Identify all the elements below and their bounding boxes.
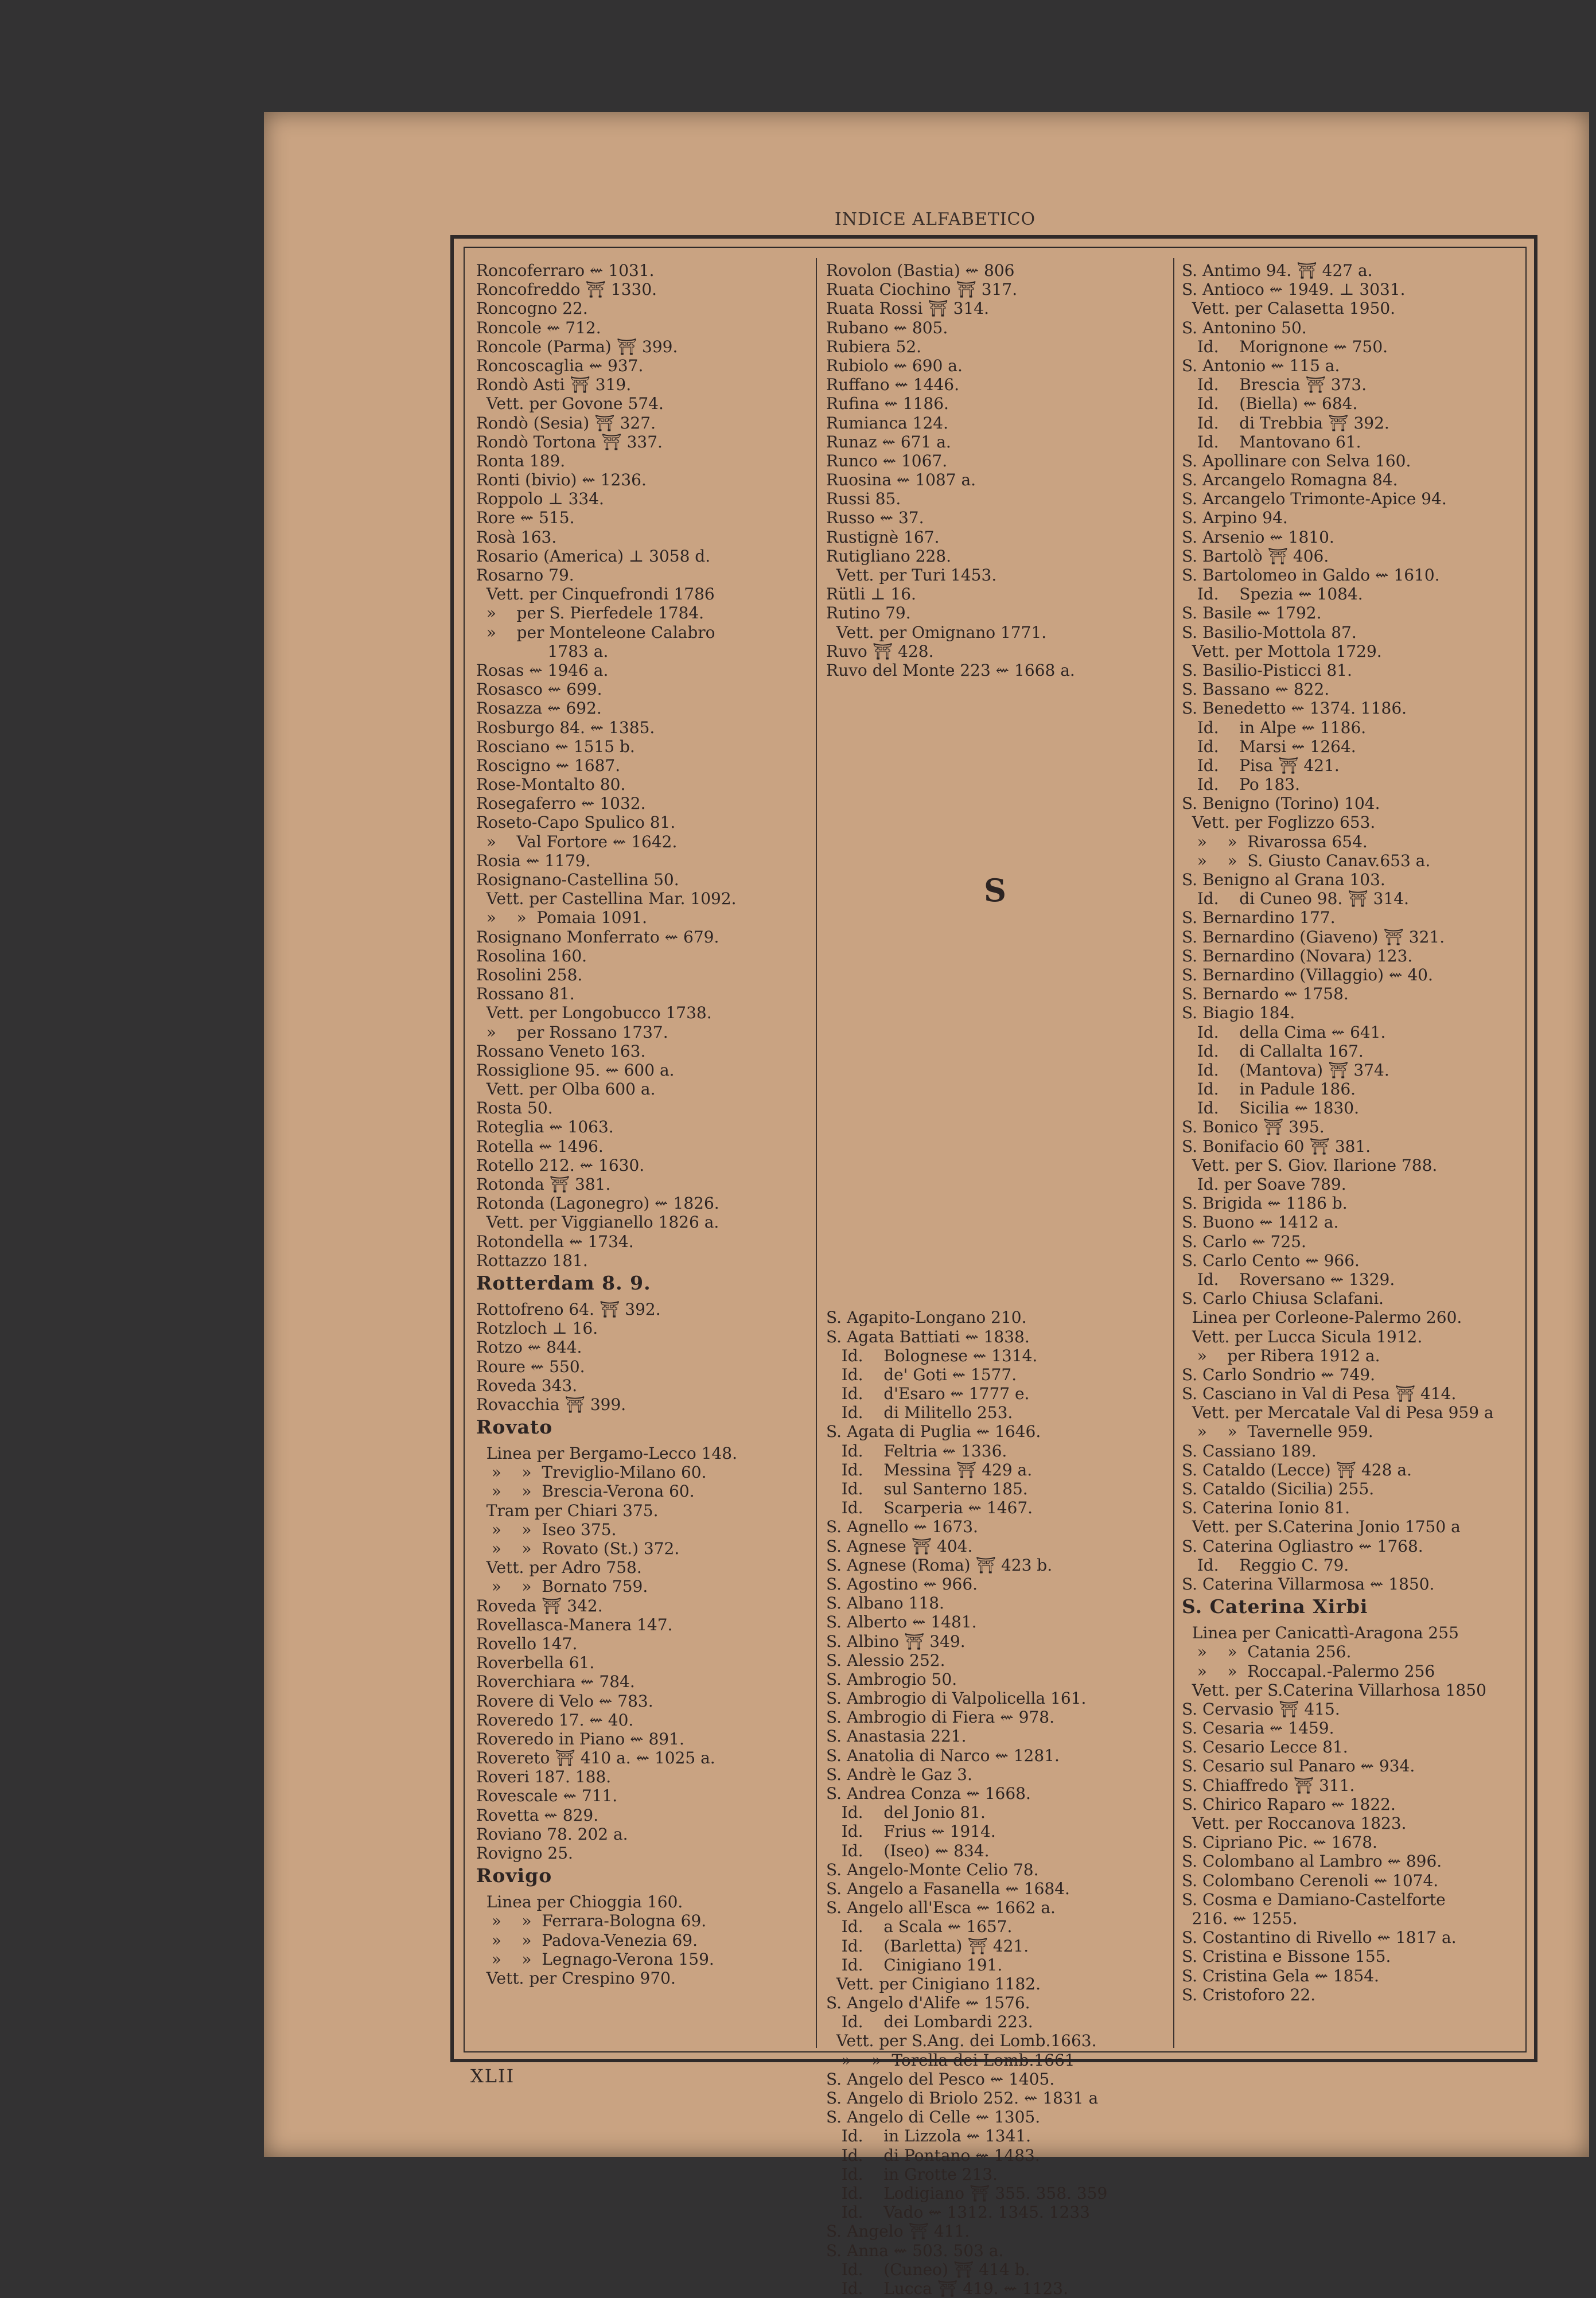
index-entry: » per Rossano 1737. <box>476 1022 668 1042</box>
index-entry: Roteglia ⇜ 1063. <box>476 1117 614 1137</box>
index-entry: S. Costantino di Rivello ⇜ 1817 a. <box>1182 1928 1457 1948</box>
index-entry: S. Agnese (Roma) ⛩ 423 b. <box>826 1555 1053 1575</box>
index-entry: S. Anastasia 221. <box>826 1727 967 1746</box>
index-entry: Id. Po 183. <box>1182 775 1300 794</box>
index-entry: 1783 a. <box>476 641 609 661</box>
spacer <box>826 1251 1176 1270</box>
index-entry: Id. di Cuneo 98. ⛩ 314. <box>1182 889 1410 909</box>
index-entry: Id. per Soave 789. <box>1182 1175 1346 1194</box>
index-entry: Rotella ⇜ 1496. <box>476 1136 604 1156</box>
spacer <box>826 1099 1176 1117</box>
index-entry: S. Biagio 184. <box>1182 1003 1295 1023</box>
index-entry: Id. del Jonio 81. <box>826 1803 986 1822</box>
index-entry: Roncoferraro ⇜ 1031. <box>476 261 655 280</box>
index-entry: Id. Roversano ⇜ 1329. <box>1182 1269 1395 1289</box>
index-entry: Vett. per Turi 1453. <box>826 566 997 585</box>
index-entry: Rubano ⇜ 805. <box>826 318 948 337</box>
spacer <box>826 1137 1176 1156</box>
index-entry: Vett. per Roccanova 1823. <box>1182 1814 1407 1833</box>
spacer <box>826 832 1176 851</box>
index-entry: S. Anatolia di Narco ⇜ 1281. <box>826 1746 1060 1765</box>
spacer <box>826 699 1176 718</box>
index-entry: S. Angelo di Celle ⇜ 1305. <box>826 2108 1041 2127</box>
index-entry: S. Cristoforo 22. <box>1182 1985 1316 2004</box>
index-entry: Id. Mantovano 61. <box>1182 432 1361 451</box>
index-entry: Roseto-Capo Spulico 81. <box>476 813 676 832</box>
spacer <box>826 1042 1176 1061</box>
index-entry: S. Arpino 94. <box>1182 508 1288 528</box>
index-entry: Russi 85. <box>826 489 901 509</box>
index-entry: S. Antonio ⇜ 115 a. <box>1182 356 1340 375</box>
index-entry: Vett. per Foglizzo 653. <box>1182 813 1376 832</box>
index-entry: Roppolo ⊥ 334. <box>476 489 604 509</box>
index-entry: Id. Marsi ⇜ 1264. <box>1182 737 1356 756</box>
spacer <box>826 1061 1176 1080</box>
index-heading: Rovigo <box>476 1866 552 1887</box>
index-entry: S. Benigno al Grana 103. <box>1182 870 1385 889</box>
index-entry: Rosignano-Castellina 50. <box>476 870 679 889</box>
spacer <box>826 794 1176 813</box>
index-entry: Id. Reggio C. 79. <box>1182 1555 1349 1575</box>
index-entry: Id. Frius ⇜ 1914. <box>826 1822 996 1841</box>
index-entry: S. Arsenio ⇜ 1810. <box>1182 527 1334 547</box>
index-entry: Rovere di Velo ⇜ 783. <box>476 1691 653 1711</box>
index-entry: Roveredo 17. ⇜ 40. <box>476 1710 634 1730</box>
index-entry: Rosia ⇜ 1179. <box>476 851 591 870</box>
index-entry: Linea per Bergamo-Lecco 148. <box>476 1444 737 1463</box>
index-entry: Rütli ⊥ 16. <box>826 585 916 604</box>
index-entry: » per S. Pierfedele 1784. <box>476 603 704 623</box>
running-header: INDICE ALFABETICO <box>834 209 1036 229</box>
index-entry: Id. di Trebbia ⛩ 392. <box>1182 413 1389 433</box>
index-entry: Rovescale ⇜ 711. <box>476 1786 618 1806</box>
index-entry: Rubiolo ⇜ 690 a. <box>826 356 963 375</box>
index-entry: Rutino 79. <box>826 603 911 623</box>
index-entry: Roviano 78. 202 a. <box>476 1824 628 1844</box>
index-entry: S. Angelo ⛩ 411. <box>826 2222 970 2241</box>
index-entry: S. Caterina Villarmosa ⇜ 1850. <box>1182 1574 1435 1594</box>
index-entry: Vett. per Cinigiano 1182. <box>826 1974 1041 1993</box>
index-entry: Vett. per Cinquefrondi 1786 <box>476 585 715 604</box>
index-column-2 <box>826 261 1176 2298</box>
index-entry: S. Bernardino (Giaveno) ⛩ 321. <box>1182 927 1445 947</box>
spacer <box>826 908 1176 927</box>
index-entry: Roveredo in Piano ⇜ 891. <box>476 1729 684 1748</box>
index-entry: S. Cosma e Damiano-Castelforte <box>1182 1890 1446 1909</box>
index-entry: S. Arcangelo Trimonte-Apice 94. <box>1182 489 1447 509</box>
spacer <box>826 1156 1176 1175</box>
index-entry: Id. d'Esaro ⇜ 1777 e. <box>826 1384 1030 1404</box>
index-entry: Vett. per Mottola 1729. <box>1182 641 1382 661</box>
index-entry: Rore ⇜ 515. <box>476 508 575 528</box>
index-entry: S. Bernardino 177. <box>1182 908 1336 928</box>
index-entry: Vett. per S. Giov. Ilarione 788. <box>1182 1155 1438 1175</box>
index-entry: Vett. per Calasetta 1950. <box>1182 299 1396 318</box>
index-entry: Roveda 343. <box>476 1376 578 1395</box>
index-entry: S. Casciano in Val di Pesa ⛩ 414. <box>1182 1384 1457 1404</box>
spacer <box>826 718 1176 737</box>
index-entry: S. Bonico ⛩ 395. <box>1182 1117 1325 1137</box>
index-entry: S. Cristina Gela ⇜ 1854. <box>1182 1966 1379 1985</box>
index-entry: Rondò (Sesia) ⛩ 327. <box>476 413 656 433</box>
index-entry: Ruata Rossi ⛩ 314. <box>826 299 989 318</box>
index-entry: » Val Fortore ⇜ 1642. <box>476 832 678 851</box>
index-entry: S. Andrè le Gaz 3. <box>826 1765 972 1784</box>
spacer <box>826 813 1176 832</box>
index-entry: Russo ⇜ 37. <box>826 508 924 528</box>
index-entry: Id. Vado ⇜ 1312. 1345. 1233 <box>826 2203 1090 2222</box>
index-entry: Ronti (bivio) ⇜ 1236. <box>476 470 647 490</box>
index-entry: S. Ambrogio 50. <box>826 1669 957 1689</box>
index-entry: S. Cesario sul Panaro ⇜ 934. <box>1182 1756 1415 1776</box>
index-entry: Rosarno 79. <box>476 566 574 585</box>
index-heading: Rotterdam 8. 9. <box>476 1273 651 1294</box>
index-entry: Rosazza ⇜ 692. <box>476 699 602 718</box>
index-entry: Vett. per Castellina Mar. 1092. <box>476 889 737 909</box>
index-entry: Tram per Chiari 375. <box>476 1501 659 1520</box>
index-entry: Roveri 187. 188. <box>476 1767 612 1787</box>
index-entry: » » Iseo 375. <box>476 1520 617 1539</box>
index-entry: Rosburgo 84. ⇜ 1385. <box>476 718 655 737</box>
index-entry: Roveda ⛩ 342. <box>476 1596 603 1615</box>
index-entry: S. Carlo ⇜ 725. <box>1182 1232 1306 1251</box>
index-heading: S. Caterina Xirbi <box>1182 1597 1368 1618</box>
index-entry: Vett. per Longobucco 1738. <box>476 1003 712 1023</box>
index-entry: S. Cristina e Bissone 155. <box>1182 1947 1391 1966</box>
index-entry: S. Bartolò ⛩ 406. <box>1182 546 1329 566</box>
index-entry: S. Bartolomeo in Galdo ⇜ 1610. <box>1182 566 1440 585</box>
index-entry: Ruvo ⛩ 428. <box>826 641 934 661</box>
index-entry: S. Carlo Cento ⇜ 966. <box>1182 1251 1360 1270</box>
index-entry: Rosta 50. <box>476 1099 553 1118</box>
index-entry: Ronta 189. <box>476 451 566 470</box>
spacer <box>826 1080 1176 1099</box>
index-entry: S. Brigida ⇜ 1186 b. <box>1182 1194 1348 1213</box>
index-entry: » per Monteleone Calabro <box>476 622 715 642</box>
index-entry: Rossano 81. <box>476 984 575 1004</box>
index-entry: Id. (Biella) ⇜ 684. <box>1182 394 1358 414</box>
index-entry: S. Colombano al Lambro ⇜ 896. <box>1182 1852 1442 1871</box>
index-entry: Id. di Callalta 167. <box>1182 1041 1364 1061</box>
index-entry: 216. ⇜ 1255. <box>1182 1908 1298 1928</box>
index-entry: Rosario (America) ⊥ 3058 d. <box>476 546 711 566</box>
index-entry: Ruosina ⇜ 1087 a. <box>826 470 976 490</box>
index-entry: » » Rivarossa 654. <box>1182 832 1368 851</box>
index-entry: S. Angelo a Fasanella ⇜ 1684. <box>826 1879 1070 1898</box>
index-entry: S. Cervasio ⛩ 415. <box>1182 1699 1340 1719</box>
index-entry: Id. (Cuneo) ⛩ 414 b. <box>826 2260 1030 2279</box>
index-entry: » » Padova-Venezia 69. <box>476 1930 698 1950</box>
index-entry: S. Alberto ⇜ 1481. <box>826 1613 977 1632</box>
index-entry: Id. in Padule 186. <box>1182 1080 1356 1099</box>
spacer <box>826 928 1176 947</box>
index-entry: S. Angelo d'Alife ⇜ 1576. <box>826 1993 1030 2013</box>
index-entry: Id. Feltria ⇜ 1336. <box>826 1441 1007 1460</box>
index-entry: Rotello 212. ⇜ 1630. <box>476 1155 645 1175</box>
index-entry: Id. in Grotte 213. <box>826 2164 998 2184</box>
index-entry: Rottazzo 181. <box>476 1251 588 1270</box>
index-entry: Vett. per S.Ang. dei Lomb.1663. <box>826 2031 1097 2051</box>
index-entry: Vett. per Viggianello 1826 a. <box>476 1213 719 1232</box>
index-entry: Rosà 163. <box>476 527 557 547</box>
index-entry: Vett. per S.Caterina Villarhosa 1850 <box>1182 1680 1486 1700</box>
index-entry: Id. Pisa ⛩ 421. <box>1182 755 1340 775</box>
index-entry: S. Agostino ⇜ 966. <box>826 1574 978 1594</box>
index-entry: Rotonda (Lagonegro) ⇜ 1826. <box>476 1194 719 1213</box>
index-entry: S. Buono ⇜ 1412 a. <box>1182 1213 1339 1232</box>
index-entry: Rottofreno 64. ⛩ 392. <box>476 1299 661 1319</box>
index-entry: Id. a Scala ⇜ 1657. <box>826 1917 1013 1937</box>
index-entry: Id. de' Goti ⇜ 1577. <box>826 1365 1017 1384</box>
index-entry: S. Cesario Lecce 81. <box>1182 1738 1348 1757</box>
spacer <box>826 1213 1176 1232</box>
index-entry: S. Agapito-Longano 210. <box>826 1308 1027 1327</box>
index-entry: Rotzo ⇜ 844. <box>476 1338 582 1357</box>
index-entry: Vett. per Omignano 1771. <box>826 622 1047 642</box>
page-number: XLII <box>470 2065 515 2087</box>
index-entry: Roncole ⇜ 712. <box>476 318 601 337</box>
index-entry: S. Antonino 50. <box>1182 318 1307 337</box>
index-entry: Rosegaferro ⇜ 1032. <box>476 794 646 813</box>
index-entry: Roscigno ⇜ 1687. <box>476 755 621 775</box>
index-entry: Id. Spezia ⇜ 1084. <box>1182 585 1363 604</box>
index-column-1 <box>476 261 809 1988</box>
index-entry: S. Benedetto ⇜ 1374. 1186. <box>1182 699 1407 718</box>
index-entry: Roverbella 61. <box>476 1653 595 1673</box>
index-entry: Id. in Alpe ⇜ 1186. <box>1182 718 1367 737</box>
index-entry: Id. Lucca ⛩ 419. ⇜ 1123. <box>826 2278 1068 2298</box>
index-entry: Roncoscaglia ⇜ 937. <box>476 356 644 375</box>
index-entry: Rosasco ⇜ 699. <box>476 680 602 699</box>
index-entry: S. Agata Battiati ⇜ 1838. <box>826 1327 1030 1346</box>
index-entry: Rotzloch ⊥ 16. <box>476 1319 598 1338</box>
index-entry: S. Cesaria ⇜ 1459. <box>1182 1719 1334 1738</box>
index-entry: S. Basilio-Pisticci 81. <box>1182 660 1352 680</box>
index-entry: S. Benigno (Torino) 104. <box>1182 794 1380 813</box>
index-entry: S. Albino ⛩ 349. <box>826 1631 966 1651</box>
index-entry: Id. (Iseo) ⇜ 834. <box>826 1841 990 1860</box>
spacer <box>826 851 1176 870</box>
spacer <box>826 1023 1176 1042</box>
index-entry: S. Agnello ⇜ 1673. <box>826 1517 978 1537</box>
index-entry: Rosignano Monferrato ⇜ 679. <box>476 927 719 947</box>
index-entry: Id. sul Santerno 185. <box>826 1479 1028 1498</box>
index-entry: » » Rovato (St.) 372. <box>476 1539 680 1558</box>
index-entry: Rumianca 124. <box>826 413 948 433</box>
index-entry: Ruvo del Monte 223 ⇜ 1668 a. <box>826 660 1075 680</box>
index-entry: » » Catania 256. <box>1182 1642 1352 1662</box>
index-entry: S. Arcangelo Romagna 84. <box>1182 470 1398 490</box>
index-entry: S. Bernardo ⇜ 1758. <box>1182 984 1349 1004</box>
index-entry: Runaz ⇜ 671 a. <box>826 432 951 451</box>
index-entry: S. Albano 118. <box>826 1594 944 1613</box>
index-entry: Rovetta ⇜ 829. <box>476 1805 599 1825</box>
index-entry: Rovello 147. <box>476 1634 578 1653</box>
spacer <box>826 1270 1176 1289</box>
index-entry: Rustignè 167. <box>826 527 940 547</box>
index-entry: S. Angelo di Briolo 252. ⇜ 1831 a <box>826 2089 1099 2108</box>
index-entry: Rose-Montalto 80. <box>476 775 626 794</box>
index-entry: S. Angelo all'Esca ⇜ 1662 a. <box>826 1898 1056 1918</box>
index-entry: Id. Cinigiano 191. <box>826 1955 1003 1974</box>
index-entry: S. Bernardino (Novara) 123. <box>1182 946 1413 965</box>
index-entry: Vett. per Govone 574. <box>476 394 664 414</box>
index-entry: Vett. per Lucca Sicula 1912. <box>1182 1327 1423 1346</box>
index-entry: Id. Bolognese ⇜ 1314. <box>826 1346 1038 1365</box>
index-entry: » » Legnago-Verona 159. <box>476 1949 714 1969</box>
index-entry: S. Bonifacio 60 ⛩ 381. <box>1182 1136 1371 1156</box>
index-entry: » » Ferrara-Bologna 69. <box>476 1911 707 1931</box>
spacer <box>826 947 1176 965</box>
index-entry: Rufina ⇜ 1186. <box>826 394 949 414</box>
spacer <box>826 1175 1176 1194</box>
index-entry: Rossiglione 95. ⇜ 600 a. <box>476 1060 675 1080</box>
index-entry: S. Cataldo (Sicilia) 255. <box>1182 1479 1375 1498</box>
index-entry: S. Alessio 252. <box>826 1650 945 1670</box>
index-entry: S. Caterina Ionio 81. <box>1182 1498 1350 1518</box>
index-entry: » » Bornato 759. <box>476 1577 648 1596</box>
index-entry: Vett. per Crespino 970. <box>476 1968 676 1988</box>
index-entry: Id. (Mantova) ⛩ 374. <box>1182 1060 1389 1080</box>
index-entry: Id. Sicilia ⇜ 1830. <box>1182 1099 1359 1118</box>
spacer <box>826 984 1176 1003</box>
index-entry: S. Chirico Raparo ⇜ 1822. <box>1182 1794 1396 1814</box>
index-entry: Rondò Asti ⛩ 319. <box>476 375 632 395</box>
index-entry: » » Roccapal.-Palermo 256 <box>1182 1661 1435 1681</box>
index-entry: S. Carlo Sondrio ⇜ 749. <box>1182 1365 1375 1384</box>
index-entry: Rovellasca-Manera 147. <box>476 1615 673 1634</box>
index-entry: S. Agata di Puglia ⇜ 1646. <box>826 1422 1041 1442</box>
spacer <box>826 680 1176 699</box>
index-entry: Rosciano ⇜ 1515 b. <box>476 737 635 756</box>
index-entry: Id. in Lizzola ⇜ 1341. <box>826 2126 1031 2146</box>
index-entry: S. Caterina Ogliastro ⇜ 1768. <box>1182 1536 1423 1556</box>
spacer <box>826 1003 1176 1022</box>
spacer <box>826 756 1176 775</box>
index-entry: Roure ⇜ 550. <box>476 1357 585 1376</box>
index-entry: Id. Brescia ⛩ 373. <box>1182 375 1367 395</box>
index-entry: Linea per Canicattì-Aragona 255 <box>1182 1623 1459 1643</box>
index-entry: S. Basilio-Mottola 87. <box>1182 622 1357 642</box>
index-entry: S. Apollinare con Selva 160. <box>1182 451 1411 470</box>
index-entry: Rovolon (Bastia) ⇜ 806 <box>826 261 1015 280</box>
index-entry: Id. Scarperia ⇜ 1467. <box>826 1498 1033 1518</box>
spacer <box>826 1194 1176 1213</box>
index-entry: » » Brescia-Verona 60. <box>476 1482 695 1501</box>
index-entry: Id. di Militello 253. <box>826 1403 1013 1423</box>
index-entry: Vett. per Mercatale Val di Pesa 959 a <box>1182 1403 1494 1423</box>
index-entry: » per Ribera 1912 a. <box>1182 1346 1380 1365</box>
index-entry: Rovereto ⛩ 410 a. ⇜ 1025 a. <box>476 1748 715 1768</box>
index-entry: S. Antimo 94. ⛩ 427 a. <box>1182 261 1373 280</box>
index-entry: Rovacchia ⛩ 399. <box>476 1395 626 1414</box>
index-entry: Vett. per Olba 600 a. <box>476 1080 656 1099</box>
index-column-3 <box>1182 261 1532 2004</box>
spacer <box>826 965 1176 984</box>
index-entry: S. Carlo Chiusa Sclafani. <box>1182 1289 1384 1308</box>
index-entry: » » Pomaia 1091. <box>476 908 647 928</box>
spacer <box>826 737 1176 756</box>
index-entry: Id. di Pontano ⇜ 1483. <box>826 2145 1040 2165</box>
index-entry: Rubiera 52. <box>826 337 922 356</box>
index-entry: Rosolini 258. <box>476 965 583 984</box>
index-entry: Rutigliano 228. <box>826 546 951 566</box>
index-entry: Id. dei Lombardi 223. <box>826 2012 1033 2032</box>
spacer <box>826 1289 1176 1308</box>
index-entry: Ruata Ciochino ⛩ 317. <box>826 280 1018 299</box>
index-entry: » » S. Giusto Canav.653 a. <box>1182 851 1431 870</box>
index-entry: Vett. per Adro 758. <box>476 1558 642 1578</box>
index-entry: S. Bassano ⇜ 822. <box>1182 680 1330 699</box>
index-entry: Roncogno 22. <box>476 299 588 318</box>
index-entry: Linea per Corleone-Palermo 260. <box>1182 1308 1462 1327</box>
index-entry: S. Cassiano 189. <box>1182 1441 1317 1460</box>
section-letter: S <box>984 872 1006 909</box>
index-entry: S. Cataldo (Lecce) ⛩ 428 a. <box>1182 1460 1412 1479</box>
index-entry: Runco ⇜ 1067. <box>826 451 948 470</box>
index-entry: S. Ambrogio di Fiera ⇜ 978. <box>826 1708 1054 1727</box>
index-heading: Rovato <box>476 1417 553 1439</box>
index-entry: Rosolina 160. <box>476 946 587 965</box>
column-rule-1 <box>816 258 817 2048</box>
spacer <box>826 1232 1176 1251</box>
index-entry: S. Chiaffredo ⛩ 311. <box>1182 1775 1355 1795</box>
index-entry: Roncole (Parma) ⛩ 399. <box>476 337 678 356</box>
index-entry: S. Bernardino (Villaggio) ⇜ 40. <box>1182 965 1433 984</box>
index-entry: S. Angelo-Monte Celio 78. <box>826 1860 1039 1879</box>
index-entry: S. Colombano Cerenoli ⇜ 1074. <box>1182 1871 1439 1890</box>
index-entry: Rotonda ⛩ 381. <box>476 1175 611 1194</box>
index-entry: S. Agnese ⛩ 404. <box>826 1536 973 1556</box>
index-entry: S. Anna ⇜ 503. 503 a. <box>826 2241 1004 2260</box>
index-entry: Rovigno 25. <box>476 1844 573 1863</box>
index-entry: Rosas ⇜ 1946 a. <box>476 660 609 680</box>
index-entry: » » Tavernelle 959. <box>1182 1422 1373 1442</box>
spacer <box>826 1117 1176 1136</box>
index-entry: S. Angelo del Pesco ⇜ 1405. <box>826 2069 1055 2089</box>
index-entry: S. Antioco ⇜ 1949. ⊥ 3031. <box>1182 280 1406 299</box>
index-entry: Id. Messina ⛩ 429 a. <box>826 1460 1033 1479</box>
spacer <box>826 775 1176 794</box>
index-entry: S. Cipriano Pic. ⇜ 1678. <box>1182 1833 1377 1852</box>
index-entry: Roverchiara ⇜ 784. <box>476 1672 635 1692</box>
index-entry: Ruffano ⇜ 1446. <box>826 375 960 395</box>
index-entry: S. Ambrogio di Valpolicella 161. <box>826 1689 1087 1708</box>
index-entry: S. Andrea Conza ⇜ 1668. <box>826 1784 1031 1803</box>
index-entry: S. Basile ⇜ 1792. <box>1182 603 1322 623</box>
index-entry: Id. (Barletta) ⛩ 421. <box>826 1936 1029 1956</box>
index-entry: Vett. per S.Caterina Jonio 1750 a <box>1182 1517 1461 1537</box>
index-entry: Roncofreddo ⛩ 1330. <box>476 280 657 299</box>
index-entry: Id. della Cima ⇜ 641. <box>1182 1022 1386 1042</box>
index-entry: Rossano Veneto 163. <box>476 1041 646 1061</box>
index-entry: Rotondella ⇜ 1734. <box>476 1232 634 1251</box>
index-entry: Id. Morignone ⇜ 750. <box>1182 337 1388 356</box>
index-entry: » » Treviglio-Milano 60. <box>476 1463 707 1482</box>
index-entry: Id. Lodigiano ⛩ 355. 358. 359 <box>826 2183 1108 2203</box>
index-entry: » » Torella dei Lomb.1661 <box>826 2050 1075 2070</box>
index-entry: Rondò Tortona ⛩ 337. <box>476 432 663 451</box>
index-entry: Linea per Chioggia 160. <box>476 1892 683 1912</box>
